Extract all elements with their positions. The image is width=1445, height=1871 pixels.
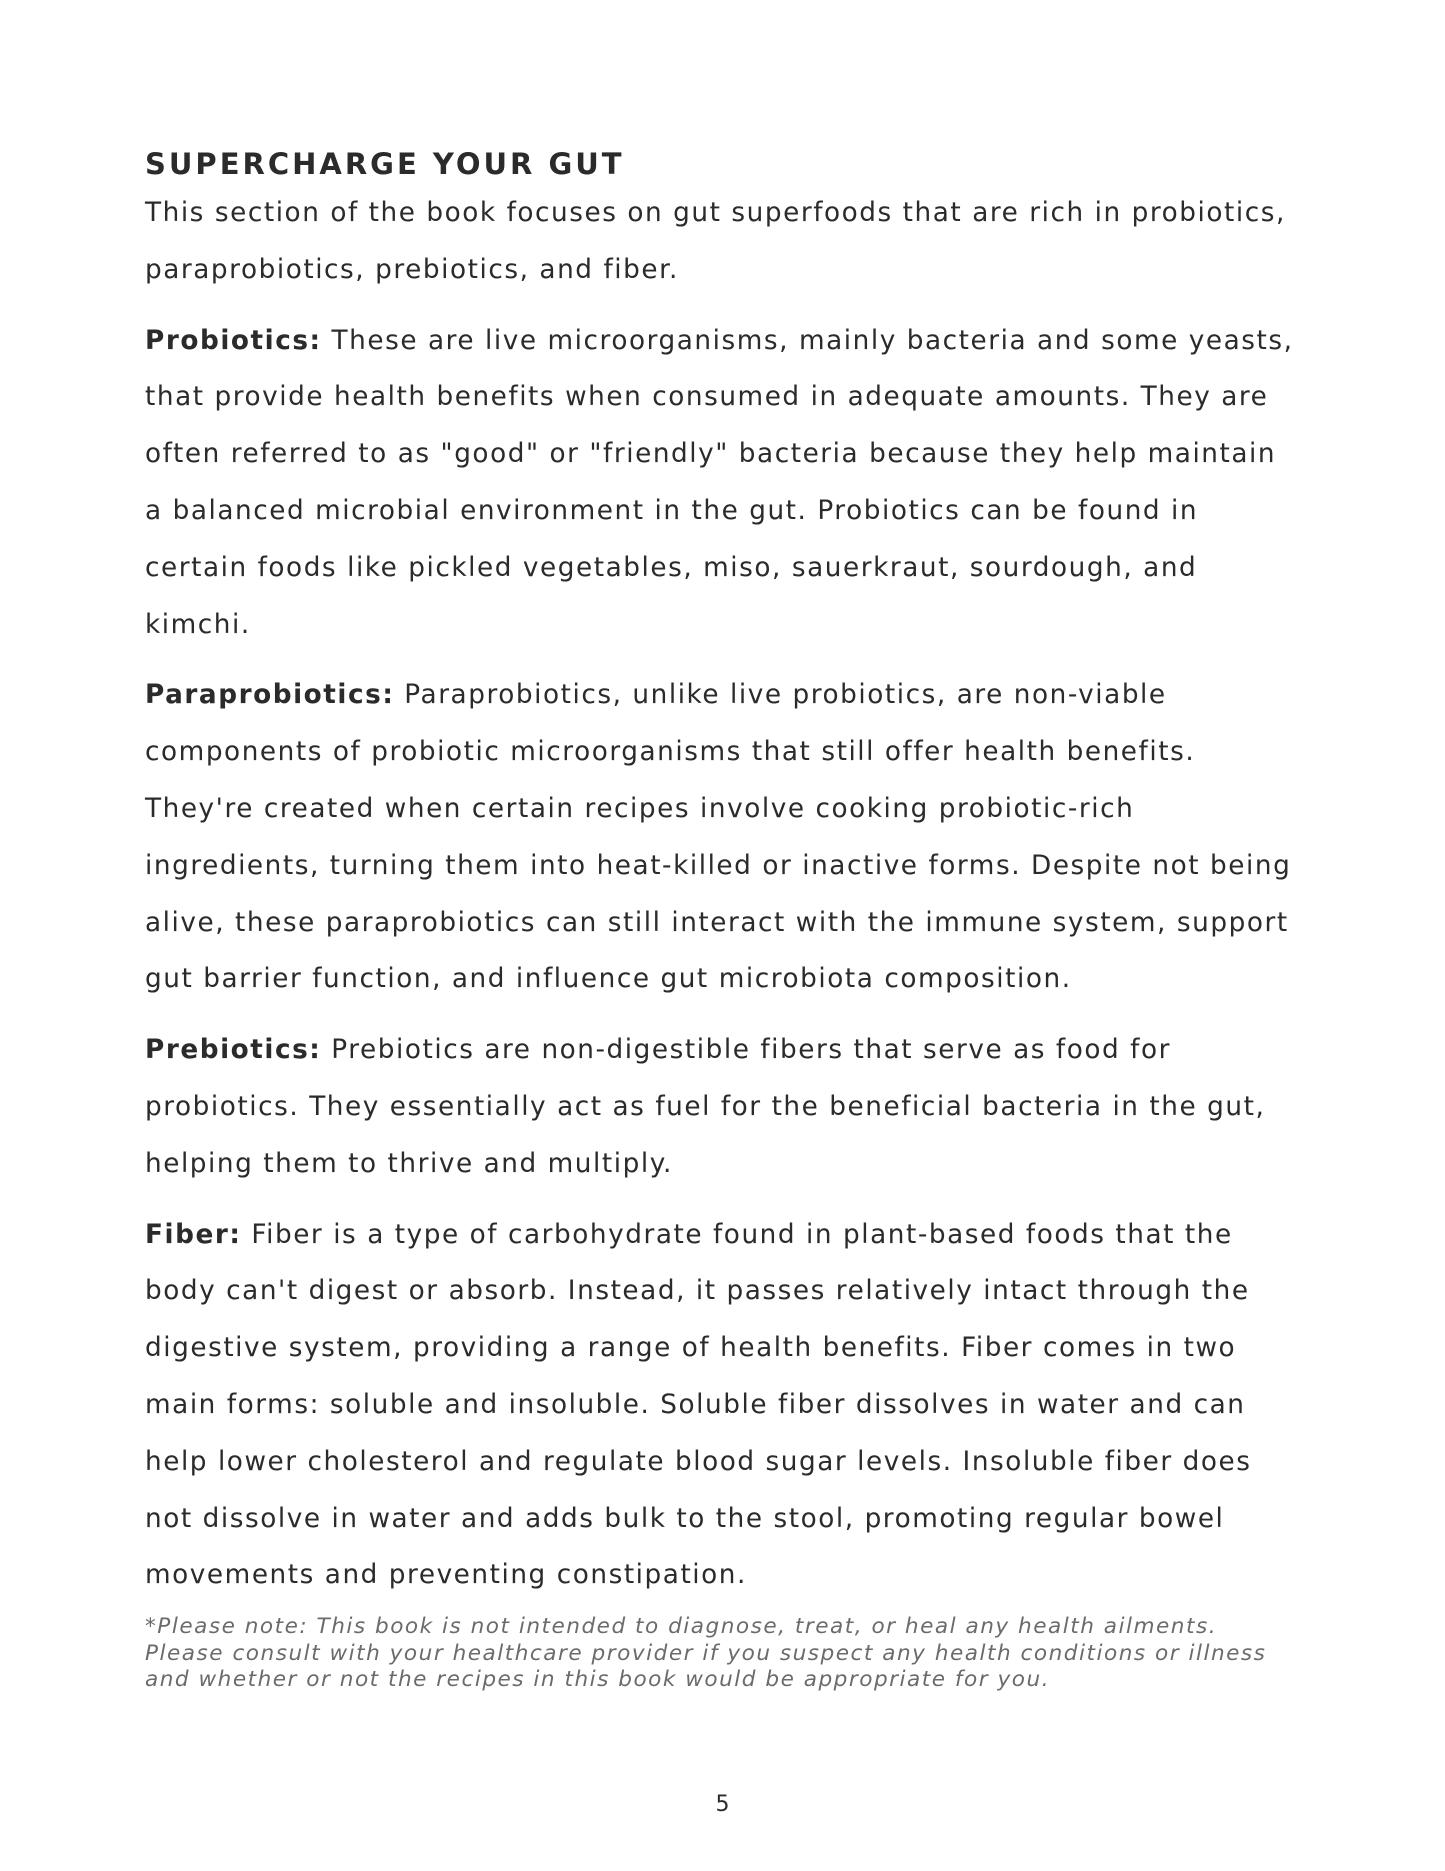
fiber-paragraph (145, 1207, 1295, 1605)
paraprobiotics-text: Paraprobiotics, unlike live probiotics, are non-viable components of probiotic microorganisms that still offer health benefits. They're created when certain recipes involve cooking probiotic-rich ingredients, turning them into heat-killed or inactive forms. Despite not being alive, these paraprobiotics can still interact with the immune system, support gut barrier function, and influence gut microbiota composition. (145, 680, 1292, 995)
fiber-text: Fiber is a type of carbohydrate found in plant-based foods that the body can't digest or absorb. Instead, it passes relatively intact through the digestive system, providing a range of health benefits. Fiber comes in two main forms: soluble and insoluble. Soluble fiber dissolves in water and can help lower cholesterol and regulate blood sugar levels. Insoluble fiber does not dissolve in water and adds bulk to the stool, promoting regular bowel movements and preventing constipation. (145, 1219, 1252, 1591)
probiotics-paragraph (145, 313, 1295, 654)
page-number: 5 (715, 1792, 730, 1817)
page-content (145, 146, 1295, 1694)
paraprobiotics-paragraph (145, 667, 1295, 1008)
fiber-term: Fiber: (145, 1219, 242, 1250)
probiotics-term: Probiotics: (145, 325, 322, 356)
paraprobiotics-term: Paraprobiotics: (145, 680, 395, 711)
probiotics-text: These are live microorganisms, mainly bacteria and some yeasts, that provide health benefits when consumed in adequate amounts. They are often referred to as "good" or "friendly" bacteria because they help maintain a balanced microbial environment in the gut. Probiotics can be found in certain foods like pickled vegetables, miso, sauerkraut, sourdough, and kimchi. (145, 325, 1294, 640)
prebiotics-text: Prebiotics are non-digestible fibers that serve as food for probiotics. They essentially act as fuel for the beneficial bacteria in the gut, helping them to thrive and multiply. (145, 1035, 1266, 1179)
prebiotics-term: Prebiotics: (145, 1035, 322, 1066)
disclaimer-note: *Please note: This book is not intended to diagnose, treat, or heal any health ailments. Please consult with your healthcare provider if you suspect any health conditions or illness and whether or not the recipes in this book would be appropriate for you. (145, 1614, 1267, 1693)
section-title: SUPERCHARGE YOUR GUT (145, 147, 625, 181)
intro-paragraph: This section of the book focuses on gut superfoods that are rich in probiotics, paraprobiotics, prebiotics, and fiber. (145, 198, 1286, 285)
prebiotics-paragraph (145, 1022, 1295, 1192)
